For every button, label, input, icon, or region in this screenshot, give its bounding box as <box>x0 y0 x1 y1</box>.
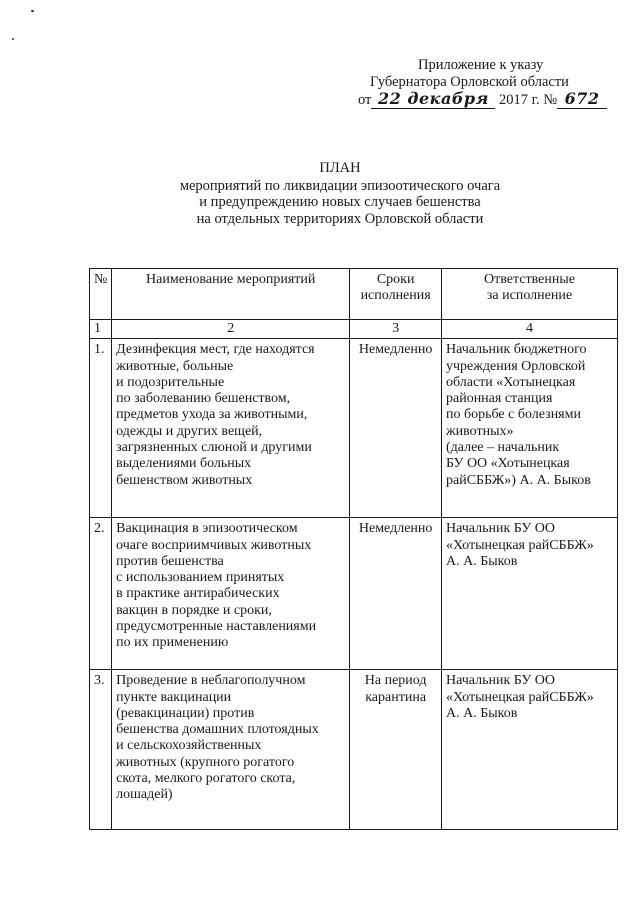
appendix-date-prefix: от <box>358 92 372 108</box>
row-number: 3. <box>90 670 112 830</box>
title-line-3: на отдельных территориях Орловской области <box>196 210 484 227</box>
appendix-line-1: Приложение к указу <box>418 57 544 73</box>
row-measure: Вакцинация в эпизоотическом очаге восприимчивых животных против бешенства с использованием принятых в практике антирабических вакцин в порядке и сроки, предусмотренные наставлениями по их применению <box>112 518 350 670</box>
table-row <box>90 518 618 670</box>
header-number: № <box>90 269 112 320</box>
row-measure: Проведение в неблагополучном пункте вакцинации (ревакцинации) против бешенства домашних плотоядных и сельскохозяйственных животных (крупного рогатого скота, мелкого рогатого скота, лошадей) <box>112 670 350 830</box>
title-line-2: и предупреждению новых случаев бешенства <box>199 194 481 210</box>
handwritten-number-field <box>557 91 607 109</box>
handwritten-number: 672 <box>564 89 600 108</box>
row-term: Немедленно <box>350 518 442 670</box>
row-measure: Дезинфекция мест, где находятся животные, больные и подозрительные по заболеванию бешенством, предметов ухода за животными, одежды и других вещей, загрязненных слюной и другими выделениями больных бешенством животных <box>112 339 350 518</box>
title-heading: ПЛАН <box>319 160 361 176</box>
header-term: Сроки исполнения <box>350 269 442 320</box>
handwritten-date: 22 декабря <box>378 89 489 108</box>
measures-table <box>89 268 618 830</box>
appendix-line-2: Губернатора Орловской области <box>370 74 569 90</box>
title-line-1: мероприятий по ликвидации эпизоотического очага <box>179 177 501 194</box>
table-row <box>90 339 618 518</box>
row-responsible: Начальник БУ ОО «Хотынецкая райСББЖ» А. А. Быков <box>441 518 617 670</box>
row-responsible: Начальник БУ ОО «Хотынецкая райСББЖ» А. А. Быков <box>441 670 617 830</box>
header-responsible: Ответственные за исполнение <box>441 269 617 320</box>
row-number: 1. <box>90 339 112 518</box>
column-number-3: 3 <box>350 320 442 339</box>
row-responsible: Начальник бюджетного учреждения Орловской области «Хотынецкая районная станция по борьбе с болезнями животных» (далее – начальник БУ ОО «Хотынецкая райСББЖ») А. А. Быков <box>441 339 617 518</box>
row-term: На период карантина <box>350 670 442 830</box>
header-name: Наименование мероприятий <box>112 269 350 320</box>
row-term: Немедленно <box>350 339 442 518</box>
column-number-4: 4 <box>441 320 617 339</box>
column-number-1: 1 <box>90 320 112 339</box>
table-row <box>90 670 618 830</box>
scan-speck <box>12 38 14 40</box>
appendix-year-number-label: 2017 г. № <box>499 92 558 108</box>
column-number-row <box>90 320 618 339</box>
appendix-header <box>340 57 620 109</box>
table-header-row <box>90 269 618 320</box>
appendix-line-3 <box>340 91 620 109</box>
column-number-2: 2 <box>112 320 350 339</box>
document-title <box>120 160 560 227</box>
row-number: 2. <box>90 518 112 670</box>
handwritten-date-field <box>371 91 495 109</box>
scan-speck <box>31 10 34 12</box>
